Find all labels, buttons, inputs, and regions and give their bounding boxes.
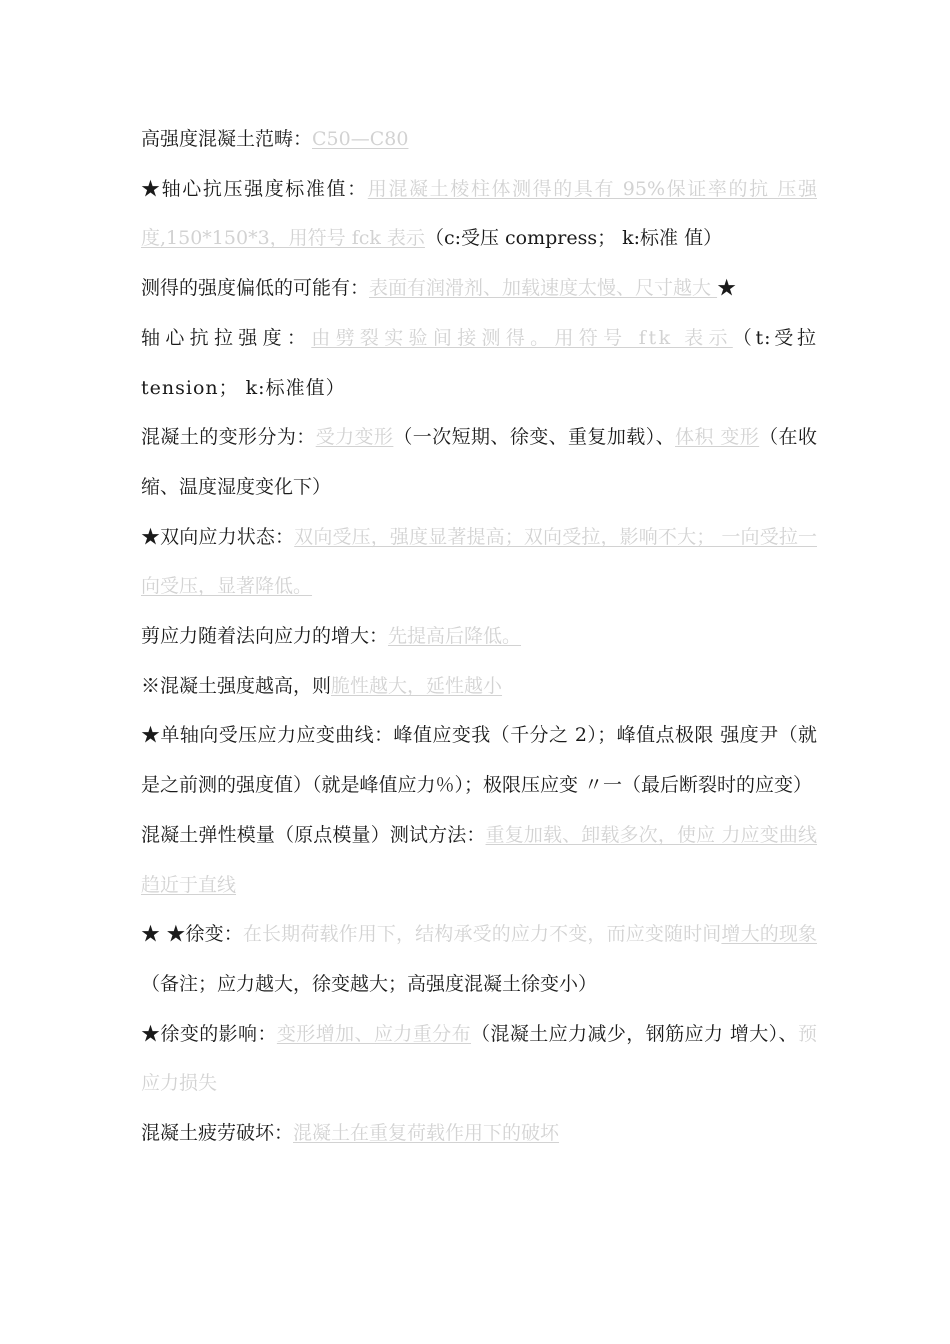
question-text: ★双向应力状态：	[141, 525, 295, 548]
answer-text: 变形增加、应力重分布	[276, 1022, 472, 1045]
answer-text: 受力变形	[315, 426, 394, 449]
note-text: （t:受拉 tension； k:标准值）	[141, 326, 817, 399]
paragraph-stress-strain-curve	[141, 711, 817, 810]
answer-text: 先提高后降低。	[388, 625, 522, 648]
paragraph-creep-effects	[141, 1010, 817, 1109]
paragraph-deformation-types	[141, 413, 817, 512]
question-text: ★徐变的影响：	[141, 1022, 277, 1045]
question-text: 高强度混凝土范畴：	[141, 128, 313, 150]
question-text: 混凝土的变形分为：	[141, 426, 316, 449]
question-text: ★单轴向受压应力应变曲线：峰值应变我（千分之 2）；峰值点极限 强度尹（就是之前测的强度值）（就是峰值应力％）；极限压应变 〃一（最后断裂时的应变）	[141, 724, 817, 797]
answer-text: 用混凝土棱柱体测得的具有 95%保证率的抗 压强度,150*150*3，用符号 fck 表示	[141, 177, 817, 250]
document-body	[141, 115, 817, 1159]
note-text: （在收缩、温度湿度变化下）	[141, 426, 817, 498]
paragraph-low-strength-causes	[141, 264, 817, 314]
paragraph-elastic-modulus	[141, 811, 817, 910]
paragraph-shear-stress	[141, 612, 817, 662]
paragraph-strength-brittleness	[141, 662, 817, 712]
paragraph-axial-tension	[141, 314, 817, 413]
answer-text: 重复加载、卸载多次，使应 力应变曲线趋近于直线	[141, 823, 817, 896]
question-text: 混凝土疲劳破坏：	[141, 1122, 294, 1145]
answer-text: C50—C80	[312, 128, 409, 150]
paragraph-biaxial-stress	[141, 513, 817, 612]
note-text: （一次短期、徐变、重复加载）、	[393, 426, 676, 449]
question-text: ★轴心抗压强度标准值：	[141, 177, 368, 200]
question-text: 轴心抗拉强度：	[141, 326, 312, 349]
answer-text: 表面有润滑剂、加载速度太慢、尺寸越大	[369, 277, 718, 300]
question-text: ※混凝土强度越高，则	[141, 674, 332, 697]
answer-text: 增大的现象	[721, 923, 817, 946]
paragraph-hsc-range	[141, 115, 817, 165]
answer-text: 双向受压，强度显著提高；双向受拉，影响不大； 一向受拉一向受压，显著降低。	[141, 525, 817, 598]
question-text: 剪应力随着法向应力的增大：	[141, 625, 389, 648]
note-text: （混凝土应力减少，钢筋应力 增大）、	[471, 1022, 798, 1045]
answer-text: 混凝土在重复荷载作用下的破坏	[293, 1122, 560, 1145]
note-text: （c:受压 compress； k:标准 值）	[424, 227, 723, 250]
answer-text: 脆性越大，延性越小	[331, 674, 503, 697]
answer-text-plain: 在长期荷载作用下，结构承受的应力不变，而应变随时间	[242, 923, 722, 946]
question-text: ★ ★徐变：	[141, 923, 243, 946]
question-text: 混凝土弹性模量（原点模量）测试方法：	[141, 823, 486, 846]
answer-text-2: 预应力损失	[141, 1022, 817, 1095]
answer-text-2: 体积 变形	[675, 426, 760, 449]
note-text: （备注；应力越大，徐变越大；高强度混凝土徐变小）	[141, 972, 598, 995]
paragraph-axial-compression	[141, 165, 817, 264]
paragraph-creep	[141, 910, 817, 1009]
star-mark: ★	[717, 277, 737, 300]
paragraph-fatigue	[141, 1109, 817, 1159]
answer-text: 由劈裂实验间接测得。用符号 ftk 表示	[311, 326, 733, 349]
question-text: 测得的强度偏低的可能有：	[141, 277, 370, 300]
